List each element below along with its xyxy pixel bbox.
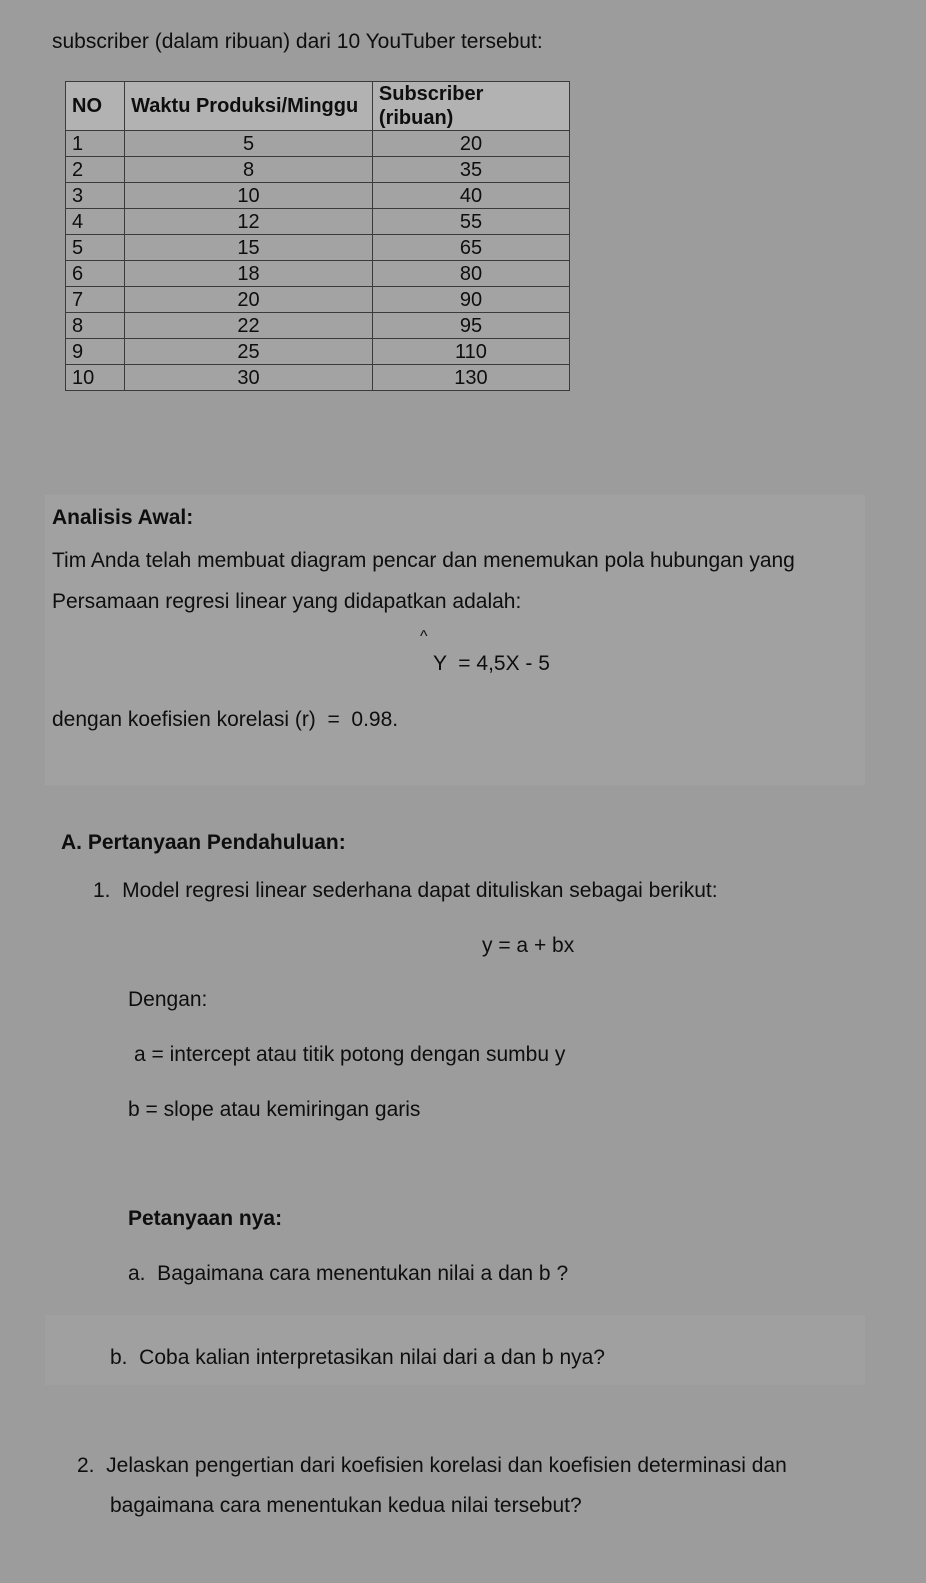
cell-waktu: 12 (125, 209, 373, 235)
equation-hat: ^ (420, 628, 428, 645)
table-row (66, 235, 570, 261)
petanyaan-heading: Petanyaan nya: (128, 1207, 283, 1230)
cell-subscriber: 110 (372, 339, 569, 365)
model-equation: y = a + bx (482, 934, 575, 957)
header-no: NO (66, 82, 125, 131)
cell-no: 10 (66, 365, 125, 391)
table-row (66, 183, 570, 209)
table-row (66, 339, 570, 365)
cell-no: 6 (66, 261, 125, 287)
table-row (66, 131, 570, 157)
cell-subscriber: 90 (372, 287, 569, 313)
cell-waktu: 25 (125, 339, 373, 365)
table-row (66, 287, 570, 313)
cell-waktu: 30 (125, 365, 373, 391)
cell-waktu: 10 (125, 183, 373, 209)
cell-waktu: 15 (125, 235, 373, 261)
table-row (66, 157, 570, 183)
cell-no: 7 (66, 287, 125, 313)
table-header-row (66, 82, 570, 131)
cell-waktu: 18 (125, 261, 373, 287)
cell-subscriber: 55 (372, 209, 569, 235)
cell-subscriber: 35 (372, 157, 569, 183)
table-row (66, 365, 570, 391)
table-row (66, 261, 570, 287)
cell-no: 8 (66, 313, 125, 339)
analysis-heading: Analisis Awal: (52, 506, 194, 529)
cell-subscriber: 95 (372, 313, 569, 339)
data-table (65, 81, 570, 391)
cell-no: 9 (66, 339, 125, 365)
header-subscriber: Subscriber (ribuan) (372, 82, 569, 131)
table-row (66, 209, 570, 235)
cell-no: 4 (66, 209, 125, 235)
dengan-label: Dengan: (128, 988, 208, 1011)
cell-waktu: 8 (125, 157, 373, 183)
question-b: b. Coba kalian interpretasikan nilai dari a dan b nya? (110, 1346, 605, 1369)
cell-no: 2 (66, 157, 125, 183)
regression-equation: Y = 4,5X - 5 (433, 652, 550, 675)
cell-waktu: 22 (125, 313, 373, 339)
question-2-line1: 2. Jelaskan pengertian dari koefisien korelasi dan koefisien determinasi dan (77, 1454, 787, 1477)
content-band-1 (45, 495, 865, 785)
question-1: 1. Model regresi linear sederhana dapat dituliskan sebagai berikut: (93, 879, 718, 902)
header-waktu: Waktu Produksi/Minggu (125, 82, 373, 131)
cell-no: 5 (66, 235, 125, 261)
cell-subscriber: 20 (372, 131, 569, 157)
analysis-line1: Tim Anda telah membuat diagram pencar dan menemukan pola hubungan yang (52, 549, 795, 572)
cell-subscriber: 40 (372, 183, 569, 209)
cell-subscriber: 130 (372, 365, 569, 391)
table-row (66, 313, 570, 339)
cell-waktu: 20 (125, 287, 373, 313)
analysis-line2: Persamaan regresi linear yang didapatkan adalah: (52, 590, 522, 613)
question-2-line2: bagaimana cara menentukan kedua nilai tersebut? (110, 1494, 582, 1517)
definition-b: b = slope atau kemiringan garis (128, 1098, 421, 1121)
definition-a: a = intercept atau titik potong dengan sumbu y (134, 1043, 566, 1066)
cell-no: 1 (66, 131, 125, 157)
question-a: a. Bagaimana cara menentukan nilai a dan b ? (128, 1262, 569, 1285)
section-a-heading: A. Pertanyaan Pendahuluan: (61, 831, 346, 854)
cell-waktu: 5 (125, 131, 373, 157)
correlation-text: dengan koefisien korelasi (r) = 0.98. (52, 708, 399, 731)
cell-no: 3 (66, 183, 125, 209)
intro-text: subscriber (dalam ribuan) dari 10 YouTuber tersebut: (52, 30, 543, 53)
cell-subscriber: 65 (372, 235, 569, 261)
cell-subscriber: 80 (372, 261, 569, 287)
